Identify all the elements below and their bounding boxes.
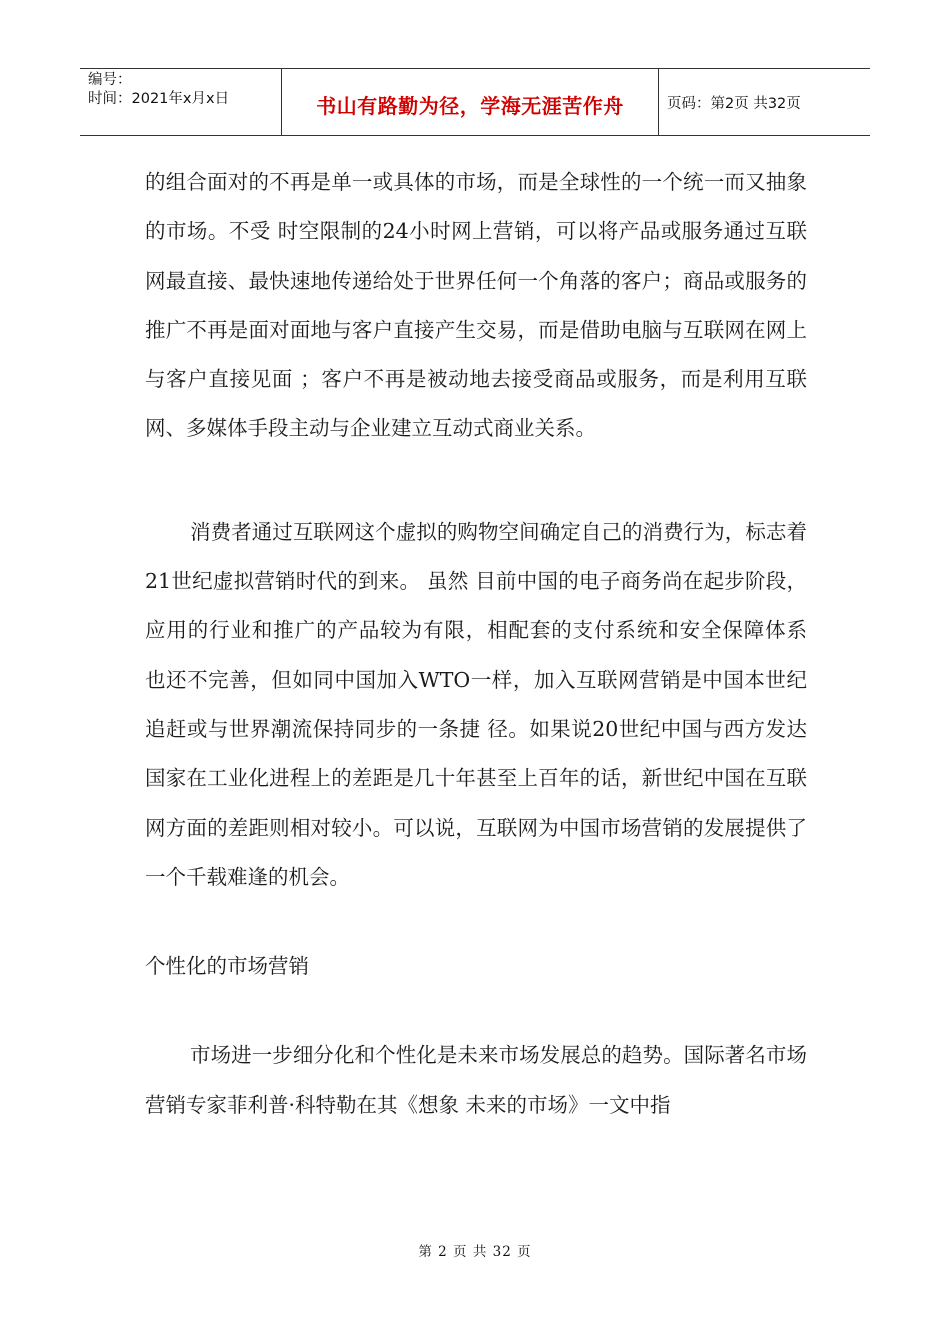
- header-page-info-cell: [659, 69, 870, 135]
- header-motto: 书山有路勤为径，学海无涯苦作舟: [316, 93, 624, 118]
- document-body: [145, 158, 807, 1130]
- document-code-label: 编号：: [88, 72, 132, 88]
- header-motto-cell: [282, 69, 659, 135]
- page-header: [80, 68, 870, 136]
- paragraph-continued: 的组合面对的不再是单一或具体的市场，而是全球性的一个统一而又抽象的市场。不受 时空限制的24小时网上营销，可以将产品或服务通过互联网最直接、最快速地传递给处于世界任何一个角落的客户；商品或服务的推广不再是面对面地与客户直接产生交易，而是借助电脑与互联网在网上与客户直接见面 ；客户不再是被动地去接受商品或服务，而是利用互联网、多媒体手段主动与企业建立互动式商业关系。: [145, 170, 807, 441]
- page-footer: 第 2 页 共 32 页: [418, 1244, 532, 1260]
- header-page-info: 页码：第2页 共32页: [667, 95, 801, 112]
- header-meta: [80, 69, 282, 135]
- paragraph-spacer: [145, 991, 807, 1031]
- paragraph-market-segmentation: 市场进一步细分化和个性化是未来市场发展总的趋势。国际著名市场营销专家菲利普·科特勒在其《想象 未来的市场》一文中指: [145, 1043, 807, 1117]
- paragraph-spacer: [145, 902, 807, 942]
- paragraph-spacer: [145, 454, 807, 508]
- section-heading: 个性化的市场营销: [145, 954, 309, 979]
- paragraph-consumer-behavior: 消费者通过互联网这个虚拟的购物空间确定自己的消费行为，标志着21世纪虚拟营销时代的到来。 虽然 目前中国的电子商务尚在起步阶段，应用的行业和推广的产品较为有限，相配套的支付系统和安全保障体系 也还不完善，但如同中国加入WTO一样，加入互联网营销是中国本世纪追赶或与世界潮流保持同步的一条捷 径。如果说20世纪中国与西方发达国家在工业化进程上的差距是几十年甚至上百年的话，新世纪中国在互联 网方面的差距则相对较小。可以说，互联网为中国市场营销的发展提供了一个千载难逢的机会。: [145, 519, 807, 889]
- document-time-label: 时间：2021年x月x日: [88, 91, 230, 107]
